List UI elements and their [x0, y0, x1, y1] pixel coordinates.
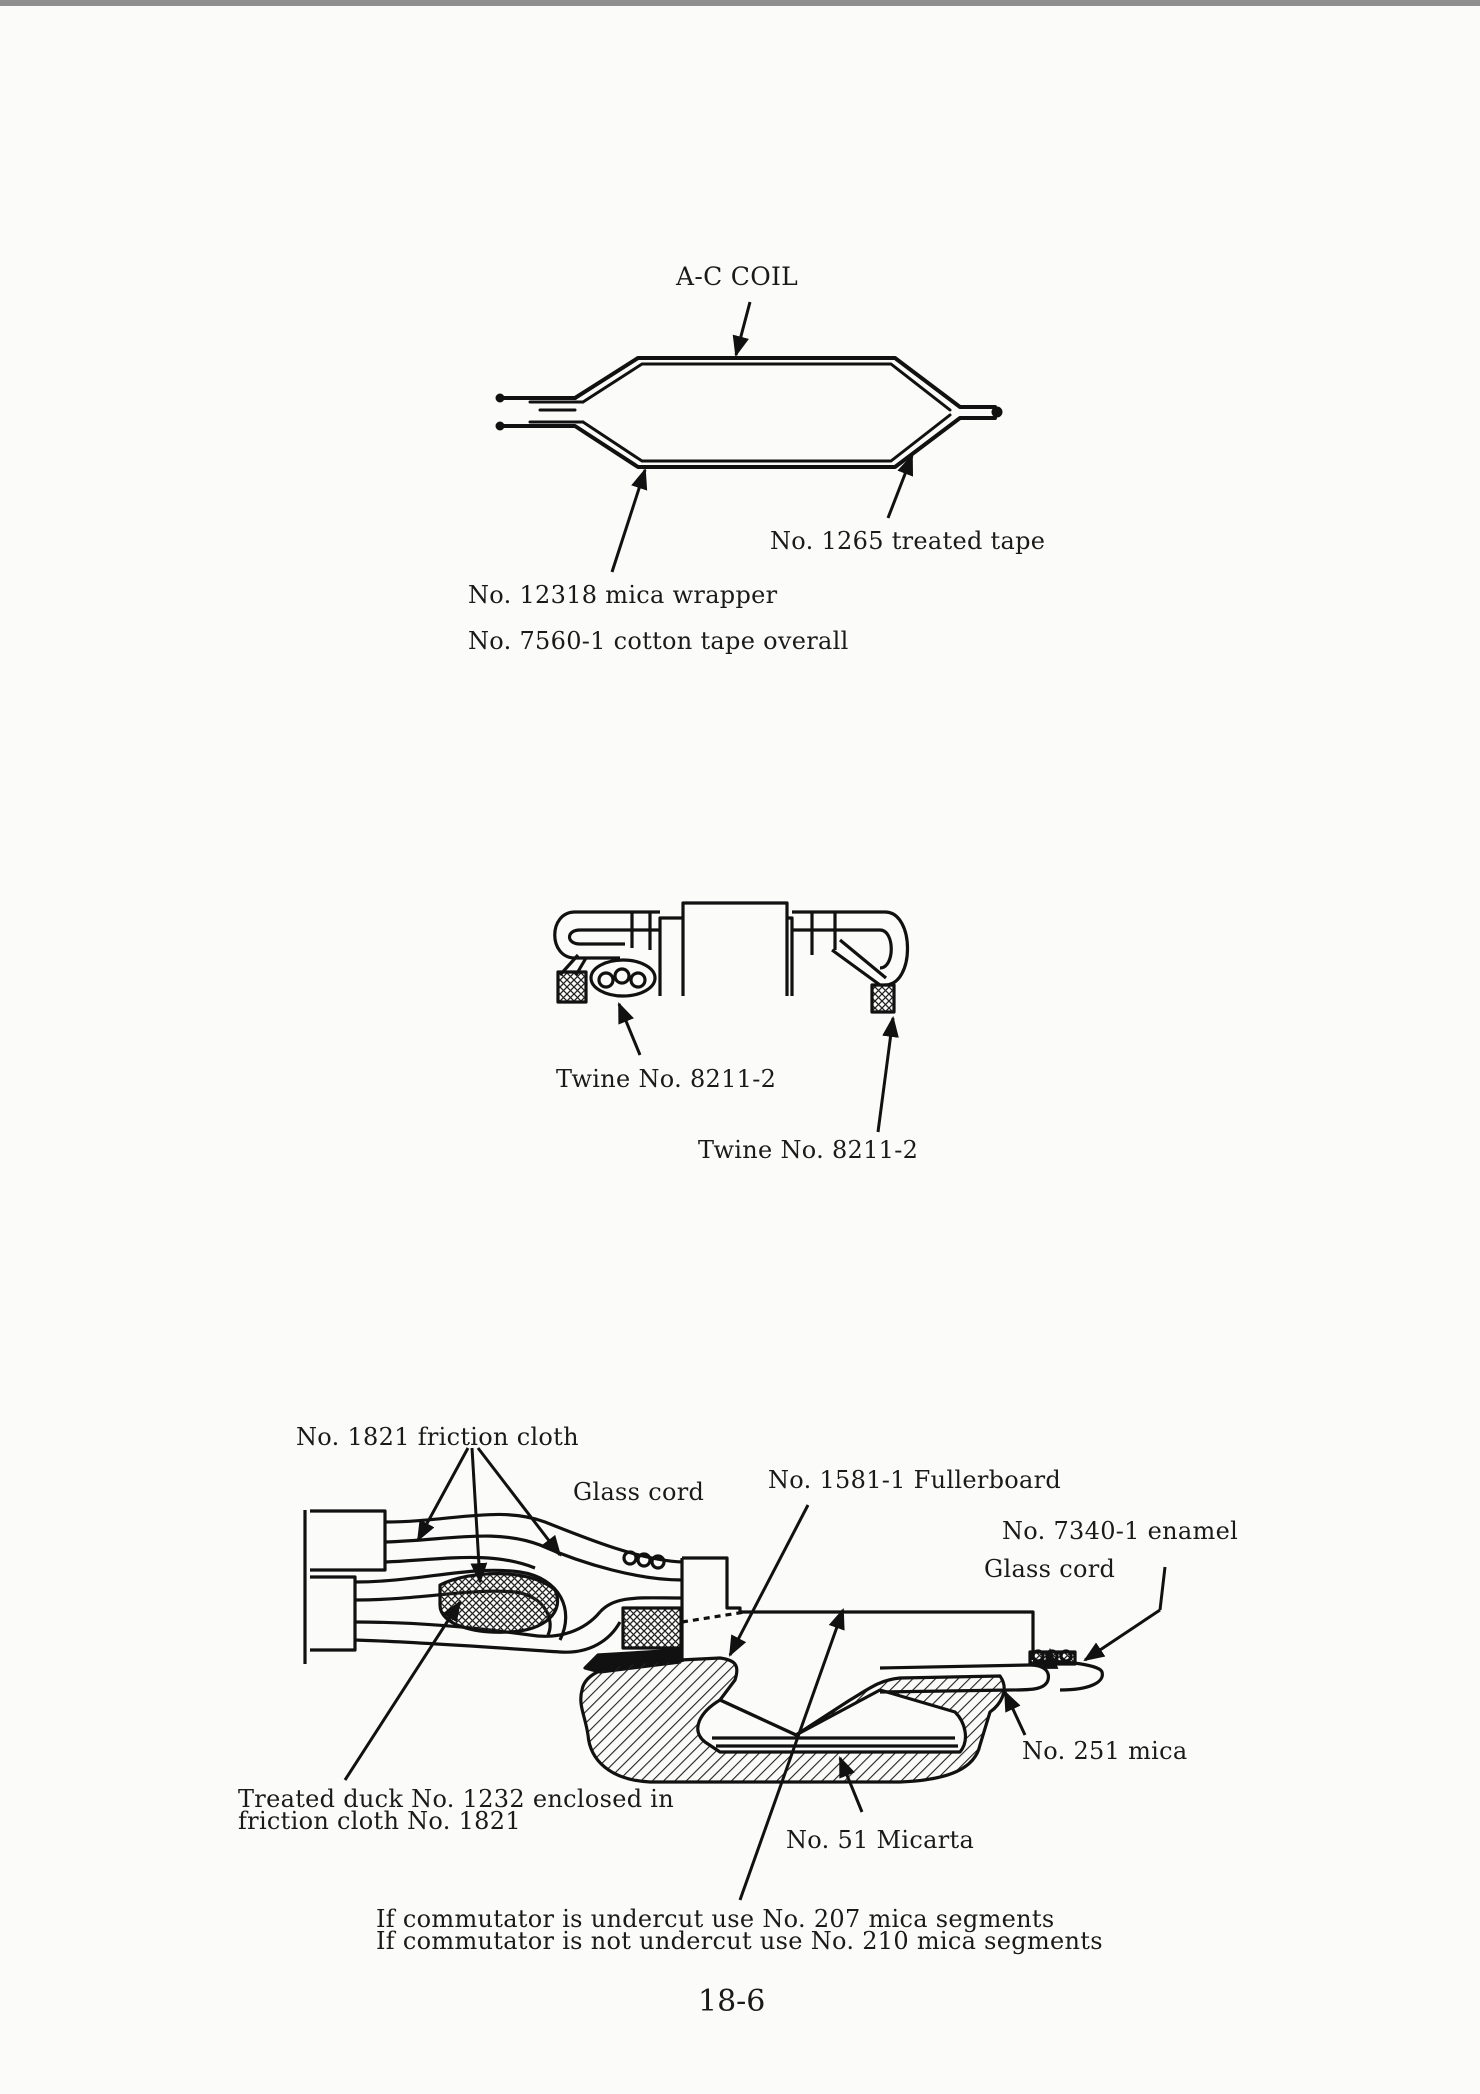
- cotton-tape-label: No. 7560-1 cotton tape overall: [468, 627, 849, 655]
- treated-tape-label: No. 1265 treated tape: [770, 527, 1046, 555]
- enamel-label: No. 7340-1 enamel: [1002, 1517, 1239, 1545]
- twine-left-label: Twine No. 8211-2: [556, 1065, 777, 1093]
- twine-right-label: Twine No. 8211-2: [698, 1136, 919, 1164]
- treated-duck-label-line1: Treated duck No. 1232 enclosed in: [238, 1785, 675, 1813]
- not-undercut-note: If commutator is not undercut use No. 210 mica segments: [376, 1927, 1103, 1955]
- glass-cord-left-label: Glass cord: [573, 1478, 705, 1506]
- mica-251-label: No. 251 mica: [1022, 1737, 1188, 1765]
- glass-cord-right-label: Glass cord: [984, 1555, 1116, 1583]
- fullerboard-label: No. 1581-1 Fullerboard: [768, 1466, 1062, 1494]
- commutator-drawing: [305, 1510, 1102, 1782]
- undercut-note: If commutator is undercut use No. 207 mica segments: [376, 1905, 1055, 1933]
- ac-coil-title: A-C COIL: [676, 262, 799, 291]
- ac-coil-drawing: [496, 358, 1002, 467]
- page-number: 18-6: [698, 1984, 766, 2019]
- treated-duck-label-line2: friction cloth No. 1821: [238, 1807, 521, 1835]
- coil-end-drawing: [555, 903, 908, 1012]
- micarta-label: No. 51 Micarta: [786, 1826, 975, 1854]
- friction-cloth-label: No. 1821 friction cloth: [296, 1423, 579, 1451]
- mica-wrapper-label: No. 12318 mica wrapper: [468, 581, 778, 609]
